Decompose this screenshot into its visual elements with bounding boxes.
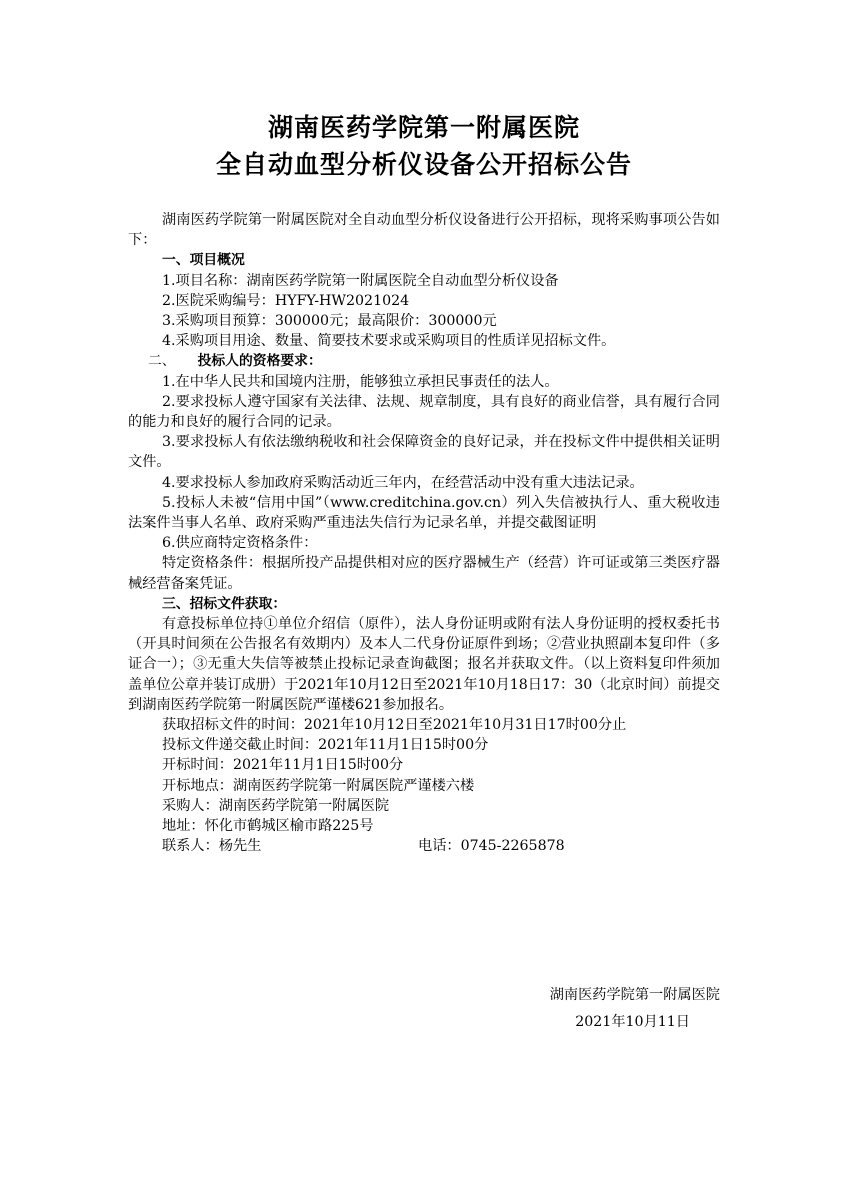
signature-date: 2021年10月11日	[575, 1014, 690, 1030]
section-2-item: 6.供应商特定资格条件：	[162, 535, 318, 552]
section-3-paragraph: 有意投标单位持①单位介绍信（原件），法人身份证明或附有法人身份证明的授权委托书（开具时间须在公告报名有效期内）及本人二代身份证原件到场；②营业执照副本复印件（多证合一）；③无重大失信等被禁止投标记录查询截图；报名并获取文件。（以上资料复印件须加盖单位公章并装订成册）于2021年10月12日至2021年10月18日17：30（北京时间）前提交到湖南医药学院第一附属医院严谨楼621参加报名。	[128, 616, 720, 713]
section-2-item: 5.投标人未被“信用中国”（www.creditchina.gov.cn）列入失信被执行人、重大税收违法案件当事人名单、政府采购严重违法失信行为记录名单，并提交截图证明	[128, 494, 720, 532]
signature-org: 湖南医药学院第一附属医院	[549, 987, 720, 1003]
bid-deadline: 投标文件递交截止时间：2021年11月1日15时00分	[162, 737, 489, 754]
title-line-2: 全自动血型分析仪设备公开招标公告	[215, 150, 632, 179]
section-1-item: 2.医院采购编号：HYFY-HW2021024	[162, 292, 410, 309]
section-1-item: 3.采购项目预算：300000元；最高限价：300000元	[162, 313, 497, 330]
open-place: 开标地点：湖南医药学院第一附属医院严谨楼六楼	[162, 777, 475, 794]
section-2-item: 4.要求投标人参加政府采购活动近三年内，在经营活动中没有重大违法记录。	[162, 474, 644, 491]
section-2-number: 二、	[148, 353, 176, 370]
section-2-item: 3.要求投标人有依法缴纳税收和社会保障资金的良好记录，并在投标文件中提供相关证明文件。	[128, 434, 720, 471]
section-2-item: 2.要求投标人遵守国家有关法律、法规、规章制度，具有良好的商业信誉，具有履行合同的能力和良好的履行合同的记录。	[128, 393, 720, 431]
section-1-item: 1.项目名称：湖南医药学院第一附属医院全自动血型分析仪设备	[162, 272, 559, 289]
contact-row	[128, 836, 720, 856]
section-3-heading: 三、招标文件获取：	[162, 595, 287, 612]
intro-paragraph: 湖南医药学院第一附属医院对全自动血型分析仪设备进行公开招标，现将采购事项公告如下：	[128, 212, 720, 249]
open-time: 开标时间：2021年11月1日15时00分	[162, 757, 404, 774]
address: 地址：怀化市鹤城区榆市路225号	[162, 818, 374, 835]
document-body	[128, 210, 720, 857]
section-2-item: 1.在中华人民共和国境内注册，能够独立承担民事责任的法人。	[162, 373, 559, 390]
section-2-item: 特定资格条件：根据所投产品提供相对应的医疗器械生产（经营）许可证或第三类医疗器械经营备案凭证。	[128, 555, 720, 592]
title-line-1: 湖南医药学院第一附属医院	[267, 113, 580, 142]
section-2-heading	[128, 351, 720, 371]
purchaser: 采购人：湖南医药学院第一附属医院	[162, 797, 390, 814]
section-3-paragraph: 获取招标文件的时间：2021年10月12日至2021年10月31日17时00分止	[162, 717, 627, 734]
contact-phone: 电话：0745-2265878	[418, 838, 565, 855]
section-2-title: 投标人的资格要求：	[197, 353, 322, 370]
section-1-item: 4.采购项目用途、数量、简要技术要求或采购项目的性质详见招标文件。	[162, 333, 616, 350]
contact-person: 联系人：杨先生	[162, 838, 262, 855]
section-1-heading: 一、项目概况	[162, 252, 245, 269]
